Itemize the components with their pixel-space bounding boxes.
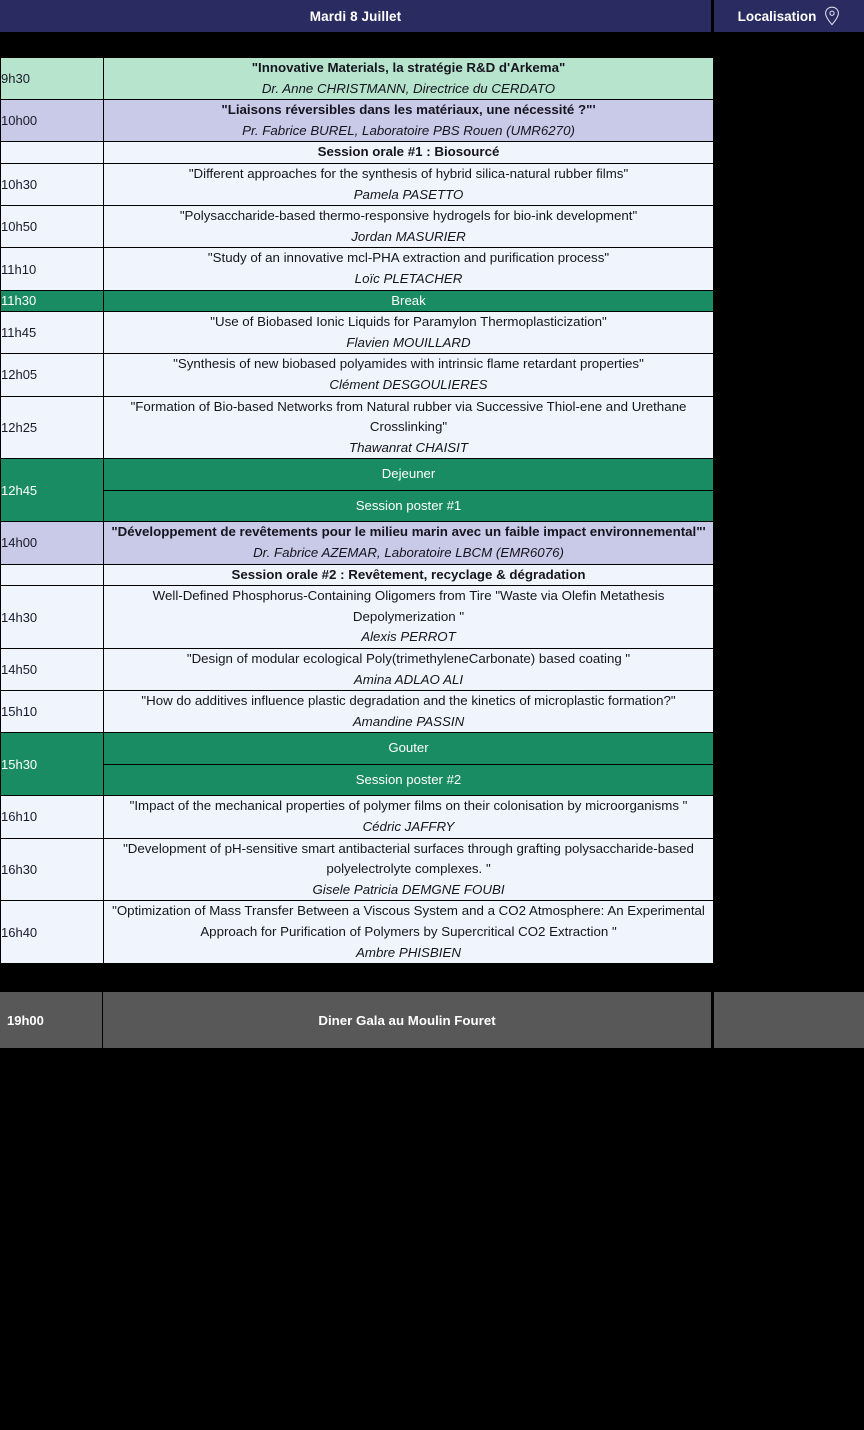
table-row — [1, 522, 714, 564]
talk-title: "Study of an innovative mcl-PHA extraction and purification process" — [207, 250, 610, 266]
table-row — [1, 58, 714, 100]
row-time: 11h30 — [1, 290, 104, 311]
talk-cell — [104, 796, 714, 838]
talk-speaker: Dr. Fabrice AZEMAR, Laboratoire LBCM (EMR6076) — [253, 544, 564, 560]
table-row — [1, 396, 714, 459]
talk-speaker: Clément DESGOULIERES — [329, 376, 488, 392]
talk-cell — [104, 206, 714, 248]
talk-title: "Different approaches for the synthesis of hybrid silica-natural rubber films" — [188, 166, 629, 182]
talk-speaker: Amandine PASSIN — [352, 713, 465, 729]
gala-spacer — [0, 964, 864, 992]
talk-speaker: Flavien MOUILLARD — [346, 334, 471, 350]
break-double-cell — [104, 459, 714, 522]
header-localisation[interactable] — [714, 0, 864, 32]
row-time: 16h10 — [1, 796, 104, 838]
break-sub-label: Dejeuner — [104, 459, 713, 490]
session-header-label: Session orale #1 : Biosourcé — [104, 142, 714, 164]
row-time: 16h40 — [1, 901, 104, 964]
row-time-empty — [1, 564, 104, 586]
row-time: 12h45 — [1, 459, 104, 522]
table-row — [1, 838, 714, 901]
header-spacer — [0, 32, 864, 57]
talk-cell — [104, 396, 714, 459]
header-day-title: Mardi 8 Juillet — [0, 0, 711, 32]
talk-cell — [104, 100, 714, 142]
talk-title: "Formation of Bio-based Networks from Natural rubber via Successive Thiol-ene and Urethane Crosslinking" — [130, 398, 687, 435]
talk-title: "Use of Biobased Ionic Liquids for Paramylon Thermoplasticization" — [210, 314, 607, 330]
gala-localisation-cell — [714, 992, 864, 1048]
talk-cell — [104, 648, 714, 690]
row-time: 11h10 — [1, 248, 104, 290]
talk-speaker: Ambre PHISBIEN — [356, 944, 461, 960]
talk-title: "Synthesis of new biobased polyamides with intrinsic flame retardant properties" — [173, 356, 644, 372]
talk-cell — [104, 691, 714, 733]
break-label: Break — [104, 290, 714, 311]
table-row — [1, 248, 714, 290]
table-row — [1, 901, 714, 964]
talk-cell — [104, 354, 714, 396]
break-sub-label: Gouter — [104, 733, 713, 764]
row-time: 9h30 — [1, 58, 104, 100]
talk-cell — [104, 522, 714, 564]
talk-speaker: Amina ADLAO ALI — [353, 671, 464, 687]
break-sub-label: Session poster #1 — [104, 491, 713, 521]
talk-speaker: Loïc PLETACHER — [354, 271, 463, 287]
talk-speaker: Gisele Patricia DEMGNE FOUBI — [312, 881, 505, 897]
table-row — [1, 648, 714, 690]
row-time: 12h05 — [1, 354, 104, 396]
break-double-cell — [104, 733, 714, 796]
talk-title: "Développement de revêtements pour le milieu marin avec un faible impact environnemental"' — [111, 524, 706, 540]
talk-cell — [104, 838, 714, 901]
table-row — [1, 459, 714, 522]
talk-title: "Design of modular ecological Poly(trimethyleneCarbonate) based coating " — [186, 650, 631, 666]
talk-title: "Innovative Materials, la stratégie R&D d'Arkema" — [251, 60, 566, 75]
gala-label: Diner Gala au Moulin Fouret — [103, 992, 711, 1048]
row-time: 15h10 — [1, 691, 104, 733]
talk-cell — [104, 586, 714, 649]
table-row — [1, 733, 714, 796]
row-time: 14h30 — [1, 586, 104, 649]
row-time: 10h30 — [1, 164, 104, 206]
talk-title: "Impact of the mechanical properties of polymer films on their colonisation by microorganisms " — [129, 798, 688, 814]
row-time: 12h25 — [1, 396, 104, 459]
talk-title: Well-Defined Phosphorus-Containing Oligomers from Tire "Waste via Olefin Metathesis Depolymerization " — [152, 588, 665, 624]
talk-cell — [104, 58, 714, 100]
talk-speaker: Pamela PASETTO — [353, 186, 464, 202]
row-time: 10h00 — [1, 100, 104, 142]
row-time: 11h45 — [1, 312, 104, 354]
row-time: 15h30 — [1, 733, 104, 796]
talk-title: "Liaisons réversibles dans les matériaux, une nécessité ?"' — [221, 102, 596, 118]
table-row — [1, 586, 714, 649]
row-time: 14h50 — [1, 648, 104, 690]
talk-speaker: Jordan MASURIER — [351, 228, 466, 244]
talk-cell — [104, 312, 714, 354]
schedule-table — [0, 57, 714, 964]
talk-cell — [104, 248, 714, 290]
talk-title: "Optimization of Mass Transfer Between a Viscous System and a CO2 Atmosphere: An Experimental Approach for Purification of Polymers by Supercritical CO2 Extraction " — [112, 903, 705, 939]
gala-row — [0, 992, 864, 1048]
map-pin-icon — [824, 6, 840, 26]
table-row — [1, 796, 714, 838]
talk-speaker: Pr. Fabrice BUREL, Laboratoire PBS Rouen (UMR6270) — [242, 122, 575, 138]
table-row — [1, 164, 714, 206]
table-row — [1, 206, 714, 248]
schedule-header — [0, 0, 864, 32]
talk-speaker: Dr. Anne CHRISTMANN, Directrice du CERDATO — [261, 80, 556, 96]
table-row — [1, 290, 714, 311]
session-header-label: Session orale #2 : Revêtement, recyclage & dégradation — [104, 564, 714, 586]
talk-cell — [104, 901, 714, 964]
talk-title: "Development of pH-sensitive smart antibacterial surfaces through grafting polysaccharide-based polyelectrolyte complexes. " — [123, 840, 694, 877]
table-row — [1, 564, 714, 586]
talk-title: "How do additives influence plastic degradation and the kinetics of microplastic formation?" — [141, 693, 676, 709]
talk-cell — [104, 164, 714, 206]
row-time-empty — [1, 142, 104, 164]
talk-title: "Polysaccharide-based thermo-responsive hydrogels for bio-ink development" — [179, 208, 638, 224]
gala-time: 19h00 — [0, 992, 103, 1048]
talk-speaker: Cédric JAFFRY — [362, 818, 455, 834]
row-time: 10h50 — [1, 206, 104, 248]
table-row — [1, 142, 714, 164]
break-sub-label: Session poster #2 — [104, 765, 713, 795]
talk-speaker: Thawanrat CHAISIT — [349, 439, 468, 455]
talk-speaker: Alexis PERROT — [361, 629, 456, 645]
row-time: 14h00 — [1, 522, 104, 564]
table-row — [1, 691, 714, 733]
row-time: 16h30 — [1, 838, 104, 901]
table-row — [1, 100, 714, 142]
localisation-label: Localisation — [737, 8, 817, 24]
table-row — [1, 354, 714, 396]
table-row — [1, 312, 714, 354]
